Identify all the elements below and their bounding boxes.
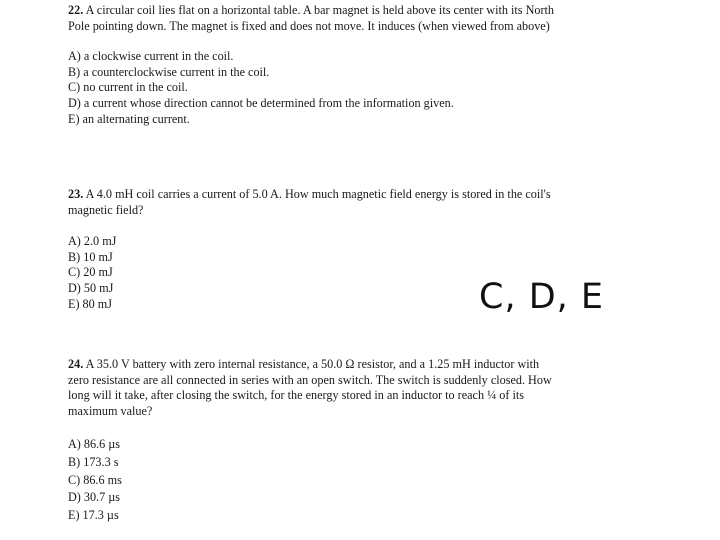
question-text: A 35.0 V battery with zero internal resistance, a 50.0 Ω resistor, and a 1.25 mH inductor with zero resistance are all connected in series with an open switch. The switch is suddenly closed. How long will it take, after closing the switch, for the energy stored in an inductor to reach ¼ of its maximum value? <box>68 357 552 418</box>
choice-b: B) 10 mJ <box>68 249 113 264</box>
choice-c: C) no current in the coil. <box>68 80 188 95</box>
choice-a: A) 86.6 µs <box>68 437 121 452</box>
choice-b: B) a counterclockwise current in the coil. <box>68 64 270 79</box>
choice-c: C) 86.6 ms <box>68 472 122 487</box>
choice-c: C) 20 mJ <box>68 265 113 280</box>
choice-d: D) 50 mJ <box>68 280 114 295</box>
choice-e: E) an alternating current. <box>68 111 190 126</box>
question-text: A 4.0 mH coil carries a current of 5.0 A. How much magnetic field energy is stored in the coil's magnetic field? <box>68 187 551 217</box>
choice-d: D) 30.7 µs <box>68 490 121 505</box>
question-text: A circular coil lies flat on a horizontal table. A bar magnet is held above its center with its North Pole pointing down. The magnet is fixed and does not move. It induces (when viewed from above) <box>68 3 555 33</box>
question-22 <box>68 3 558 127</box>
choice-e: E) 17.3 µs <box>68 507 119 522</box>
answer-key-note: C, D, E <box>479 277 605 317</box>
choice-a: A) a clockwise current in the coil. <box>68 49 234 64</box>
question-stem <box>68 3 558 34</box>
question-stem <box>68 357 558 419</box>
question-number: 23. <box>68 187 84 201</box>
answer-choices <box>68 49 558 127</box>
choice-a: A) 2.0 mJ <box>68 234 117 249</box>
answer-choices <box>68 436 558 524</box>
question-number: 24. <box>68 357 84 371</box>
choice-d: D) a current whose direction cannot be determined from the information given. <box>68 95 454 110</box>
question-stem <box>68 187 558 218</box>
question-number: 22. <box>68 3 84 17</box>
question-24 <box>68 357 558 524</box>
choice-e: E) 80 mJ <box>68 296 113 311</box>
choice-b: B) 173.3 s <box>68 454 119 469</box>
